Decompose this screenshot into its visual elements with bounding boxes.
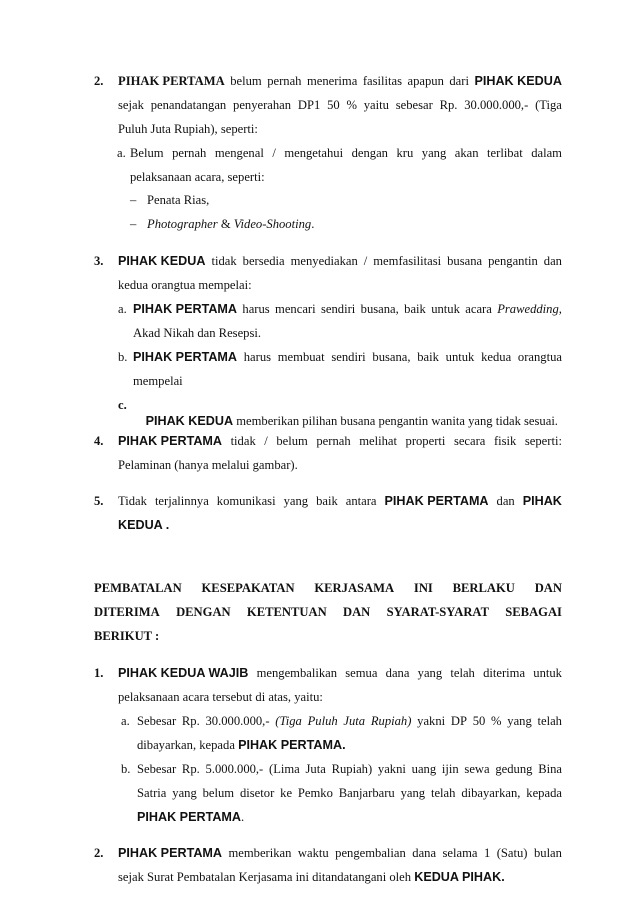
item-number: 2. — [94, 846, 104, 860]
word: menyediakan — [290, 254, 358, 268]
word: Satria — [137, 786, 167, 800]
party-one-label: PIHAK PERTAMA — [118, 434, 223, 448]
word: telah — [450, 666, 475, 680]
ampersand: & — [217, 217, 234, 231]
word: gedung — [495, 762, 533, 776]
word: (Satu) — [496, 846, 528, 860]
word: 30.000.000,- — [464, 98, 529, 112]
heading-word: DITERIMA — [94, 605, 160, 619]
word: orangtua — [517, 350, 562, 364]
s2a-line-1 — [130, 145, 562, 161]
word: (Tiga — [275, 714, 302, 728]
word: Rupiah) — [331, 762, 373, 776]
item-number: 2. — [94, 74, 104, 88]
word: dengan — [351, 146, 388, 160]
word: % — [491, 714, 502, 728]
word: ke — [280, 786, 293, 800]
sub-item-marker: b. — [121, 762, 131, 776]
word: yang — [421, 146, 447, 160]
word: properti — [405, 434, 446, 448]
s3b-line-1 — [133, 349, 562, 365]
party-one-label: PIHAK PERTAMA — [384, 494, 489, 508]
sub-item-marker: a. — [117, 146, 126, 160]
word: harus — [243, 350, 272, 364]
word: / — [272, 146, 276, 160]
word: ijin — [441, 762, 459, 776]
bullet-text: Penata Rias, — [147, 193, 210, 207]
word: Rupiah) — [370, 714, 412, 728]
word: sendiri — [331, 350, 366, 364]
item-number: 4. — [94, 434, 104, 448]
party-two-label: PIHAK KEDUA — [474, 74, 562, 88]
sub-item-marker: c. — [118, 398, 127, 412]
s5-line-1 — [118, 493, 562, 509]
word: Rp. — [181, 762, 200, 776]
word: Banjarbaru — [338, 786, 395, 800]
heading-word: KETENTUAN — [246, 605, 327, 619]
word: membuat — [277, 350, 325, 364]
word: % — [346, 98, 357, 112]
word: 50 — [327, 98, 340, 112]
s3-line-1 — [118, 253, 562, 269]
word: bersedia — [242, 254, 285, 268]
word: waktu — [297, 846, 329, 860]
word: kedua — [481, 350, 512, 364]
item-number: 1. — [94, 666, 104, 680]
word: baik — [417, 350, 439, 364]
p1b-line-2 — [137, 785, 562, 801]
word: harus — [242, 302, 270, 316]
word: yang — [417, 666, 443, 680]
italic-term: Video-Shooting — [233, 217, 312, 231]
word: yang — [172, 786, 197, 800]
word: apapun — [407, 74, 444, 88]
word: uang — [411, 762, 437, 776]
word: sewa — [464, 762, 490, 776]
word: disetor — [239, 786, 275, 800]
bullet-item — [130, 192, 209, 208]
word: baik — [404, 302, 426, 316]
p2-line-2 — [118, 869, 505, 885]
word: (Tiga — [535, 98, 562, 112]
word: Belum — [130, 146, 164, 160]
heading-word: KESEPAKATAN — [201, 581, 295, 595]
p1b-line-3 — [137, 809, 244, 825]
word: sebesar — [395, 98, 433, 112]
italic-term: Photographer — [147, 217, 218, 231]
party-two-label: PIHAK KEDUA — [118, 254, 206, 268]
sub-item-marker: a. — [121, 714, 130, 728]
word: dana — [385, 666, 410, 680]
word: 1 — [483, 846, 491, 860]
party-two-label: PIHAK KEDUA — [145, 414, 234, 428]
party-one-label: PIHAK PERTAMA — [133, 350, 238, 364]
word: antara — [345, 494, 377, 508]
word: (Lima — [269, 762, 300, 776]
word: Bina — [538, 762, 562, 776]
p1-line-2: pelaksanaan acara tersebut di atas, yaitu: — [118, 690, 323, 704]
word: penyerahan — [233, 98, 292, 112]
party-one-label: PIHAK PERTAMA — [118, 846, 223, 860]
word: mengetahui — [284, 146, 344, 160]
word: melihat — [359, 434, 397, 448]
word: busana, — [360, 302, 399, 316]
heading-word: KERJASAMA — [314, 581, 395, 595]
word: 30.000.000,- — [205, 714, 270, 728]
party-one-label: PIHAK PERTAMA — [137, 810, 242, 824]
bullet-item — [130, 216, 314, 232]
clause-text: dibayarkan, kepada — [137, 738, 239, 752]
word: semua — [345, 666, 378, 680]
p1-line-1 — [118, 665, 562, 681]
word: baik — [316, 494, 338, 508]
word: terjalinnya — [154, 494, 209, 508]
word: belum — [276, 434, 308, 448]
sub-item-marker: a. — [118, 302, 127, 316]
word: DP — [450, 714, 467, 728]
s2-line-1 — [118, 73, 562, 89]
word: telah — [537, 714, 562, 728]
word: 5.000.000,- — [205, 762, 264, 776]
section-heading-line-1 — [94, 580, 562, 596]
word: acara — [465, 302, 492, 316]
word: busana, — [372, 350, 411, 364]
word: Rp. — [181, 714, 200, 728]
heading-word: PEMBATALAN — [94, 581, 182, 595]
word: Rp. — [439, 98, 458, 112]
heading-word: BERLAKU — [452, 581, 515, 595]
word: diterima — [483, 666, 526, 680]
word: mengenal — [214, 146, 264, 160]
party-one-label: PIHAK PERTAMA — [118, 74, 225, 88]
word: bulan — [533, 846, 562, 860]
word: dari — [449, 74, 469, 88]
s5-line-2: KEDUA . — [118, 518, 170, 532]
word: penandatangan — [150, 98, 227, 112]
word: untuk — [445, 350, 475, 364]
section-heading-line-2 — [94, 604, 562, 620]
word: yang — [507, 714, 532, 728]
word: yakni — [377, 762, 406, 776]
word: Puluh — [307, 714, 338, 728]
word: menerima — [306, 74, 358, 88]
word: mencari — [275, 302, 316, 316]
word: Tidak — [118, 494, 147, 508]
heading-word: DAN — [342, 605, 371, 619]
clause-text: memberikan pilihan busana pengantin wanita yang tidak sesuai. — [233, 414, 558, 428]
word: yang — [400, 786, 426, 800]
word: DP1 — [297, 98, 321, 112]
word: yaitu — [363, 98, 389, 112]
word: belum — [202, 786, 235, 800]
word: 50 — [472, 714, 486, 728]
word: telah — [430, 786, 456, 800]
word: terlibat — [487, 146, 523, 160]
period: . — [241, 810, 245, 824]
p1a-line-1 — [137, 713, 562, 729]
word: dan — [543, 254, 562, 268]
both-parties-label: KEDUA PIHAK. — [414, 870, 505, 884]
s2-line-2 — [118, 97, 562, 113]
word: dan — [496, 494, 515, 508]
clause-text: sejak Surat Pembatalan Kerjasama ini ditandatangani oleh — [118, 870, 415, 884]
word: pengantin — [488, 254, 538, 268]
word: dalam — [531, 146, 562, 160]
word: kru — [396, 146, 414, 160]
word: secara — [453, 434, 486, 448]
word: mengembalikan — [256, 666, 338, 680]
word: sendiri — [320, 302, 356, 316]
word: pernah — [172, 146, 207, 160]
word: sejak — [118, 98, 144, 112]
word: untuk — [431, 302, 460, 316]
word: yakni — [417, 714, 446, 728]
word: seperti: — [524, 434, 562, 448]
word: Juta — [343, 714, 366, 728]
s4-line-1 — [118, 433, 562, 449]
heading-word: DAN — [534, 581, 562, 595]
word: memfasilitasi — [373, 254, 442, 268]
party-two-label: PIHAK — [522, 494, 562, 508]
sub-item-marker: b. — [118, 350, 128, 364]
word: dibayarkan, — [461, 786, 521, 800]
dash-bullet: – — [130, 217, 137, 231]
word: Sebesar — [137, 762, 177, 776]
word: komunikasi — [216, 494, 276, 508]
word: fisik — [493, 434, 517, 448]
s3b-line-2: mempelai — [133, 374, 183, 388]
word: tidak — [211, 254, 237, 268]
word: Pemko — [297, 786, 333, 800]
word: / — [363, 254, 368, 268]
word: untuk — [533, 666, 562, 680]
heading-word: INI — [413, 581, 433, 595]
s3a-line-2: Akad Nikah dan Resepsi. — [133, 326, 262, 340]
p1a-line-2 — [137, 737, 346, 753]
word: pernah — [316, 434, 351, 448]
word: tidak — [230, 434, 256, 448]
word: memberikan — [228, 846, 292, 860]
item-number: 5. — [94, 494, 104, 508]
heading-word: SYARAT-SYARAT — [386, 605, 489, 619]
section-heading-line-3: BERIKUT : — [94, 629, 160, 643]
s4-line-2: Pelaminan (hanya melalui gambar). — [118, 458, 298, 472]
s3-line-2: kedua orangtua mempelai: — [118, 278, 252, 292]
word: fasilitas — [362, 74, 402, 88]
word: akan — [454, 146, 479, 160]
word: dana — [412, 846, 437, 860]
period: . — [311, 217, 315, 231]
word: selama — [442, 846, 478, 860]
p1b-line-1 — [137, 761, 562, 777]
word: yang — [283, 494, 309, 508]
word: belum — [230, 74, 262, 88]
heading-word: SEBAGAI — [505, 605, 562, 619]
party-two-obligation-label: PIHAK KEDUA WAJIB — [118, 666, 249, 680]
p2-line-1 — [118, 845, 562, 861]
item-number: 3. — [94, 254, 104, 268]
party-one-label: PIHAK PERTAMA — [133, 302, 238, 316]
s2-line-3: Puluh Juta Rupiah), seperti: — [118, 122, 258, 136]
word: busana — [447, 254, 483, 268]
word: Sebesar — [137, 714, 177, 728]
word: Juta — [305, 762, 326, 776]
word: pengembalian — [335, 846, 406, 860]
dash-bullet: – — [130, 193, 137, 207]
italic-term: Prawedding, — [497, 302, 562, 316]
s2a-line-2: pelaksanaan acara, seperti: — [130, 170, 265, 184]
party-one-label: PIHAK PERTAMA. — [238, 738, 346, 752]
heading-word: DENGAN — [176, 605, 231, 619]
word: kepada — [526, 786, 562, 800]
word: / — [264, 434, 268, 448]
s3a-line-1 — [133, 301, 562, 317]
word: pernah — [267, 74, 302, 88]
